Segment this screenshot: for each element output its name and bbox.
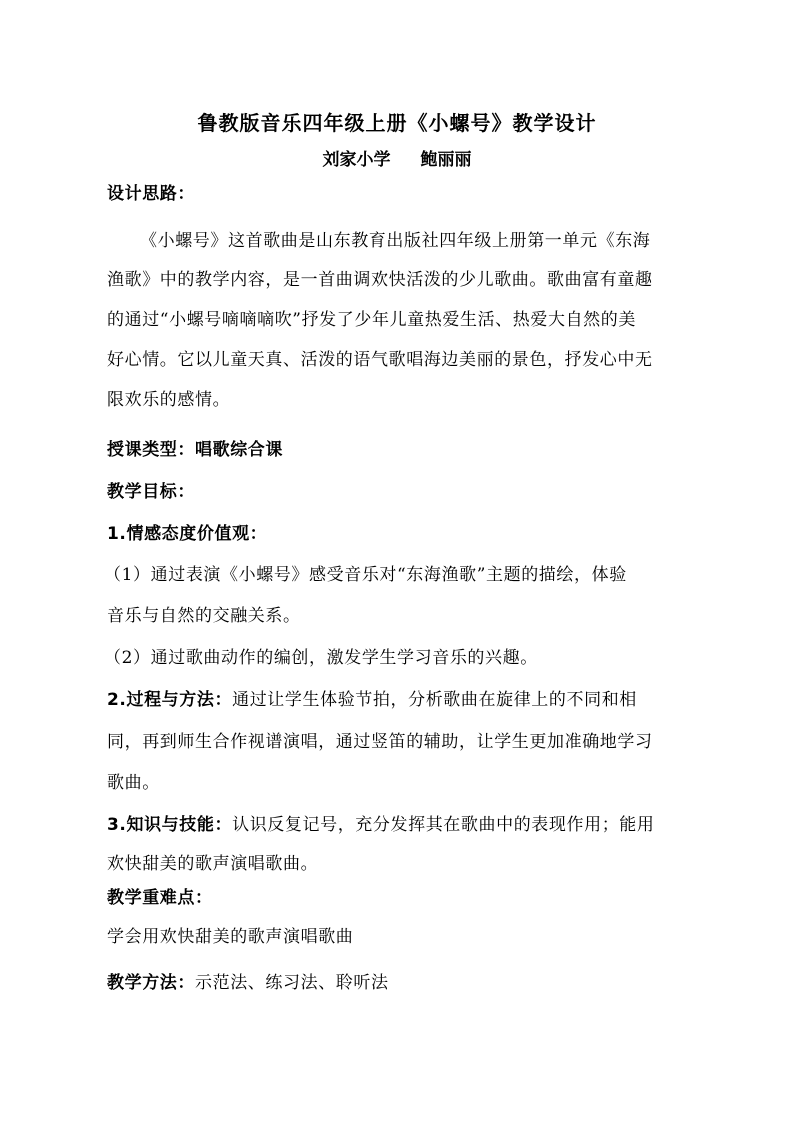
objectives-heading: 教学目标： xyxy=(107,482,195,502)
objective-1-line-3: （2）通过歌曲动作的编创，激发学生学习音乐的兴趣。 xyxy=(104,648,538,668)
methods-value: 示范法、练习法、聆听法 xyxy=(195,973,389,993)
design-idea-line-1: 《小螺号》这首歌曲是山东教育出版社四年级上册第一单元《东海 xyxy=(140,231,651,251)
objective-1-label: 1.情感态度价值观： xyxy=(107,524,268,544)
design-idea-line-5: 限欢乐的感情。 xyxy=(107,390,231,410)
key-points-value: 学会用欢快甜美的歌声演唱歌曲 xyxy=(107,927,354,947)
objective-3-line-1: 认识反复记号，充分发挥其在歌曲中的表现作用；能用 xyxy=(232,815,655,835)
lesson-type xyxy=(107,439,283,461)
objective-1-line-2: 音乐与自然的交融关系。 xyxy=(107,606,301,626)
objective-2-label: 2.过程与方法： xyxy=(107,690,233,710)
design-idea-heading: 设计思路： xyxy=(107,184,195,204)
design-idea-line-4: 好心情。它以儿童天真、活泼的语气歌唱海边美丽的景色，抒发心中无 xyxy=(107,350,653,370)
objective-3-label: 3.知识与技能： xyxy=(107,815,233,835)
key-points-heading: 教学重难点： xyxy=(107,888,213,908)
document-title: 鲁教版音乐四年级上册《小螺号》教学设计 xyxy=(197,111,597,135)
objective-2-line-2: 同，再到师生合作视谱演唱，通过竖笛的辅助，让学生更加准确地学习 xyxy=(107,732,653,752)
lesson-type-value: 唱歌综合课 xyxy=(195,440,283,460)
objective-1-line-1: （1）通过表演《小螺号》感受音乐对“东海渔歌”主题的描绘，体验 xyxy=(104,565,627,585)
design-idea-line-3: 的通过“小螺号嘀嘀嘀吹”抒发了少年儿童热爱生活、热爱大自然的美 xyxy=(107,310,636,330)
objective-2-line-3: 歌曲。 xyxy=(107,773,160,793)
objective-2 xyxy=(107,689,637,711)
objective-2-line-1: 通过让学生体验节拍，分析歌曲在旋律上的不同和相 xyxy=(232,690,637,710)
lesson-type-heading: 授课类型： xyxy=(107,440,195,460)
objective-3-line-2: 欢快甜美的歌声演唱歌曲。 xyxy=(107,854,319,874)
methods xyxy=(107,972,389,994)
design-idea-line-2: 渔歌》中的教学内容，是一首曲调欢快活泼的少儿歌曲。歌曲富有童趣 xyxy=(107,270,653,290)
author-name: 鲍丽丽 xyxy=(420,150,472,170)
author-line xyxy=(0,145,794,170)
methods-heading: 教学方法： xyxy=(107,973,195,993)
school-name: 刘家小学 xyxy=(322,150,391,170)
objective-3 xyxy=(107,814,655,836)
